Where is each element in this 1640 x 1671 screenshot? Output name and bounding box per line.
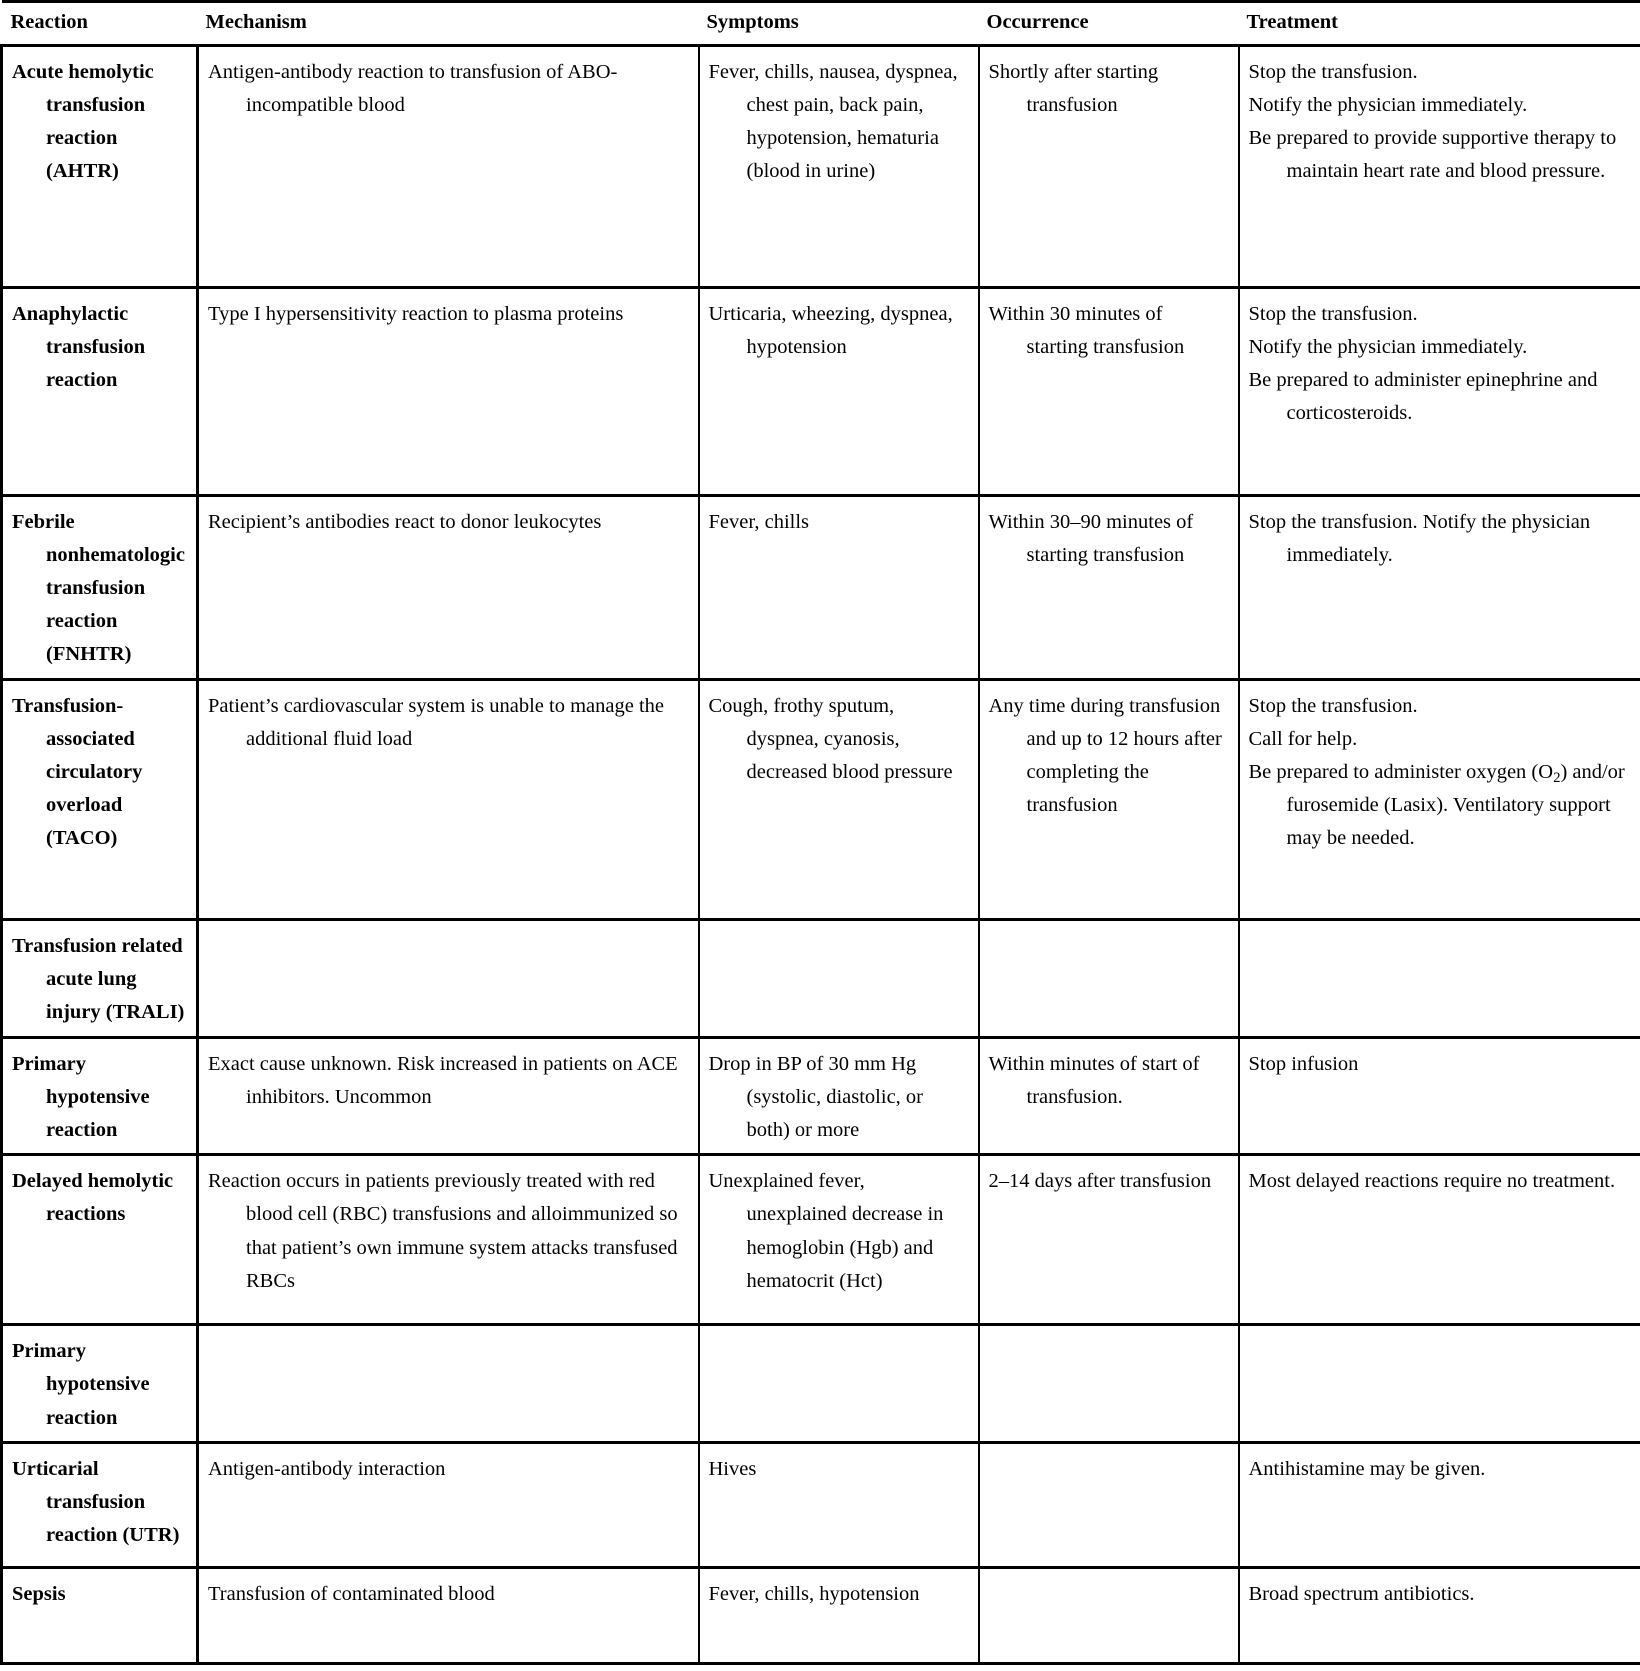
- cell-symptoms-text: [709, 1335, 968, 1336]
- cell-reaction: [2, 919, 198, 1037]
- treatment-line: Be prepared to provide supportive therapy to maintain heart rate and blood pressure.: [1248, 126, 1622, 183]
- treatment-line: Stop the transfusion.: [1248, 302, 1418, 325]
- cell-symptoms: [699, 919, 979, 1037]
- cell-occurrence-text: [989, 930, 1228, 931]
- treatment-line: Notify the physician immediately.: [1248, 335, 1528, 358]
- cell-occurrence: [979, 1442, 1239, 1567]
- cell-reaction-text: Primary hypotensive reaction: [12, 1340, 155, 1429]
- cell-treatment: [1239, 1567, 1640, 1663]
- cell-reaction-text: Febrile nonhematologic transfusion reaction (FNHTR): [12, 510, 191, 666]
- cell-mechanism: [198, 1155, 699, 1325]
- cell-mechanism-text: Antigen-antibody interaction: [208, 1457, 446, 1480]
- table-header: [2, 2, 1640, 46]
- cell-reaction: [2, 1442, 198, 1567]
- table-row: [2, 679, 1640, 919]
- cell-mechanism: [198, 1442, 699, 1567]
- cell-occurrence-text: [989, 1578, 1228, 1579]
- cell-mechanism-text: Exact cause unknown. Risk increased in patients on ACE inhibitors. Uncommon: [208, 1052, 683, 1108]
- column-header-occurrence: Occurrence: [979, 2, 1239, 46]
- cell-mechanism-text: Recipient’s antibodies react to donor leukocytes: [208, 510, 602, 533]
- column-header-symptoms: Symptoms: [699, 2, 979, 46]
- table-row: [2, 1567, 1640, 1663]
- treatment-line: Stop infusion: [1248, 1052, 1359, 1075]
- column-header-reaction: Reaction: [2, 2, 198, 46]
- table-row: [2, 495, 1640, 679]
- cell-occurrence: [979, 1567, 1239, 1663]
- cell-reaction: [2, 1155, 198, 1325]
- treatment-line: [1249, 1335, 1631, 1336]
- cell-treatment: [1239, 679, 1640, 919]
- column-header-treatment: Treatment: [1239, 2, 1640, 46]
- treatment-line: Stop the transfusion.: [1248, 60, 1418, 83]
- cell-symptoms-text: Fever, chills, nausea, dyspnea, chest pain, back pain, hypotension, hematuria (blood in urine): [708, 60, 963, 183]
- cell-mechanism: [198, 1037, 699, 1155]
- cell-reaction-text: Primary hypotensive reaction: [12, 1052, 155, 1141]
- subscript-two: 2: [1553, 770, 1561, 787]
- table-row: [2, 45, 1640, 287]
- cell-occurrence: [979, 1037, 1239, 1155]
- cell-reaction: [2, 1037, 198, 1155]
- cell-occurrence: [979, 495, 1239, 679]
- cell-symptoms-text: [709, 930, 968, 931]
- cell-occurrence: [979, 1155, 1239, 1325]
- cell-mechanism: [198, 1325, 699, 1443]
- cell-symptoms-text: Fever, chills: [708, 510, 810, 533]
- treatment-line: Call for help.: [1248, 727, 1358, 750]
- cell-treatment: [1239, 1325, 1640, 1443]
- cell-mechanism: [198, 919, 699, 1037]
- table-row: [2, 919, 1640, 1037]
- table-row: [2, 1037, 1640, 1155]
- cell-mechanism-text: Transfusion of contaminated blood: [208, 1582, 495, 1605]
- treatment-line: Be prepared to administer oxygen $(O_2)$ and/or furosemide (Lasix). Ventilatory support may be needed.: [1248, 760, 1630, 850]
- cell-reaction-text: Delayed hemolytic reactions: [12, 1170, 179, 1226]
- cell-treatment: [1239, 495, 1640, 679]
- treatment-line: Notify the physician immediately.: [1248, 93, 1528, 116]
- table-body: [2, 45, 1640, 1663]
- cell-symptoms: [699, 679, 979, 919]
- cell-symptoms-text: Unexplained fever, unexplained decrease in hemoglobin (Hgb) and hematocrit (Hct): [708, 1170, 949, 1292]
- cell-occurrence: [979, 287, 1239, 495]
- cell-reaction: [2, 1325, 198, 1443]
- cell-mechanism-text: Antigen-antibody reaction to transfusion of ABO-incompatible blood: [208, 60, 618, 116]
- cell-symptoms: [699, 1567, 979, 1663]
- cell-occurrence-text: Within 30 minutes of starting transfusion: [988, 302, 1185, 358]
- table-row: [2, 287, 1640, 495]
- cell-occurrence: [979, 679, 1239, 919]
- table-row: [2, 1155, 1640, 1325]
- cell-symptoms-text: Urticaria, wheezing, dyspnea, hypotension: [708, 302, 958, 358]
- cell-reaction: [2, 45, 198, 287]
- cell-occurrence-text: 2–14 days after transfusion: [988, 1170, 1212, 1193]
- table-header-row: [2, 2, 1640, 46]
- cell-mechanism-text: [208, 1335, 688, 1336]
- cell-reaction: [2, 679, 198, 919]
- cell-symptoms-text: Cough, frothy sputum, dyspnea, cyanosis, decreased blood pressure: [708, 694, 953, 783]
- treatment-line: Stop the transfusion.: [1248, 694, 1418, 717]
- treatment-line: Most delayed reactions require no treatment.: [1248, 1170, 1616, 1193]
- cell-symptoms: [699, 45, 979, 287]
- cell-mechanism-text: Type I hypersensitivity reaction to plasma proteins: [208, 302, 624, 325]
- cell-occurrence-text: Within minutes of start of transfusion.: [988, 1052, 1205, 1108]
- cell-mechanism: [198, 287, 699, 495]
- cell-treatment: [1239, 919, 1640, 1037]
- cell-occurrence: [979, 45, 1239, 287]
- cell-reaction: [2, 1567, 198, 1663]
- cell-reaction-text: Urticarial transfusion reaction (UTR): [12, 1457, 180, 1547]
- cell-treatment: [1239, 1155, 1640, 1325]
- cell-mechanism: [198, 1567, 699, 1663]
- cell-occurrence-text: [989, 1335, 1228, 1336]
- treatment-line: Stop the transfusion. Notify the physician immediately.: [1248, 510, 1596, 566]
- cell-symptoms: [699, 1037, 979, 1155]
- cell-reaction-text: Acute hemolytic transfusion reaction (AHTR): [12, 60, 159, 183]
- cell-treatment: [1239, 287, 1640, 495]
- cell-symptoms: [699, 1442, 979, 1567]
- cell-symptoms-text: Fever, chills, hypotension: [708, 1582, 920, 1605]
- cell-reaction: [2, 495, 198, 679]
- treatment-line: Be prepared to administer epinephrine and corticosteroids.: [1248, 368, 1603, 425]
- table-row: [2, 1325, 1640, 1443]
- cell-occurrence: [979, 1325, 1239, 1443]
- cell-reaction-text: Sepsis: [12, 1582, 66, 1605]
- cell-reaction: [2, 287, 198, 495]
- cell-treatment: [1239, 1037, 1640, 1155]
- cell-symptoms: [699, 495, 979, 679]
- treatment-line: [1249, 930, 1631, 931]
- cell-mechanism: [198, 495, 699, 679]
- cell-mechanism: [198, 679, 699, 919]
- column-header-mechanism: Mechanism: [198, 2, 699, 46]
- cell-mechanism-text: Patient’s cardiovascular system is unable to manage the additional fluid load: [208, 694, 670, 750]
- cell-symptoms: [699, 287, 979, 495]
- table-row: [2, 1442, 1640, 1567]
- cell-symptoms-text: Hives: [708, 1457, 757, 1480]
- cell-symptoms-text: Drop in BP of 30 mm Hg (systolic, diastolic, or both) or more: [708, 1052, 929, 1141]
- treatment-line: Broad spectrum antibiotics.: [1248, 1582, 1475, 1605]
- cell-reaction-text: Anaphylactic transfusion reaction: [12, 302, 151, 391]
- cell-occurrence: [979, 919, 1239, 1037]
- cell-mechanism: [198, 45, 699, 287]
- treatment-line: Antihistamine may be given.: [1248, 1457, 1486, 1480]
- cell-reaction-text: Transfusion related acute lung injury (TRALI): [12, 934, 188, 1023]
- cell-treatment: [1239, 45, 1640, 287]
- cell-occurrence-text: Any time during transfusion and up to 12 hours after completing the transfusion: [988, 694, 1227, 817]
- cell-treatment: [1239, 1442, 1640, 1567]
- cell-symptoms: [699, 1325, 979, 1443]
- cell-reaction-text: Transfusion-associated circulatory overload (TACO): [12, 694, 148, 850]
- cell-mechanism-text: [208, 930, 688, 931]
- cell-mechanism-text: Reaction occurs in patients previously treated with red blood cell (RBC) transfusions and alloimmunized so that patient’s own immune system attacks transfused RBCs: [208, 1170, 683, 1292]
- cell-symptoms: [699, 1155, 979, 1325]
- cell-occurrence-text: Shortly after starting transfusion: [988, 60, 1164, 116]
- cell-occurrence-text: Within 30–90 minutes of starting transfusion: [988, 510, 1199, 566]
- cell-occurrence-text: [989, 1453, 1228, 1454]
